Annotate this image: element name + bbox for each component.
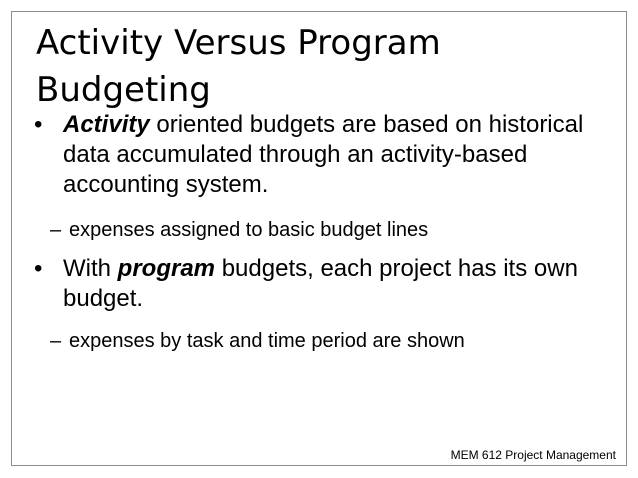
bullet-emphasis-activity: Activity: [63, 111, 150, 138]
sub-bullet-activity: [50, 218, 609, 242]
bullet-prefix-program: With: [63, 255, 118, 282]
slide-title: Activity Versus Program Budgeting: [36, 23, 441, 110]
sub-bullet-text-activity: expenses assigned to basic budget lines: [69, 219, 429, 241]
bullet-text-program: budgets, each project has its own budget.: [63, 255, 578, 312]
bullet-emphasis-program: program: [117, 255, 216, 282]
bullet-marker: •: [34, 255, 43, 282]
bullet-program: [34, 254, 603, 314]
slide-footer: MEM 612 Project Management: [450, 448, 616, 462]
sub-bullet-program: [50, 329, 609, 353]
sub-bullet-text-program: expenses by task and time period are shown: [69, 330, 465, 352]
bullet-activity: [34, 110, 603, 200]
sub-bullet-marker: –: [50, 330, 62, 352]
slide: [11, 11, 627, 466]
sub-bullet-marker: –: [50, 219, 62, 241]
bullet-text-activity: oriented budgets are based on historical data accumulated through an activity-based accounting system.: [63, 111, 584, 198]
bullet-marker: •: [34, 111, 43, 138]
